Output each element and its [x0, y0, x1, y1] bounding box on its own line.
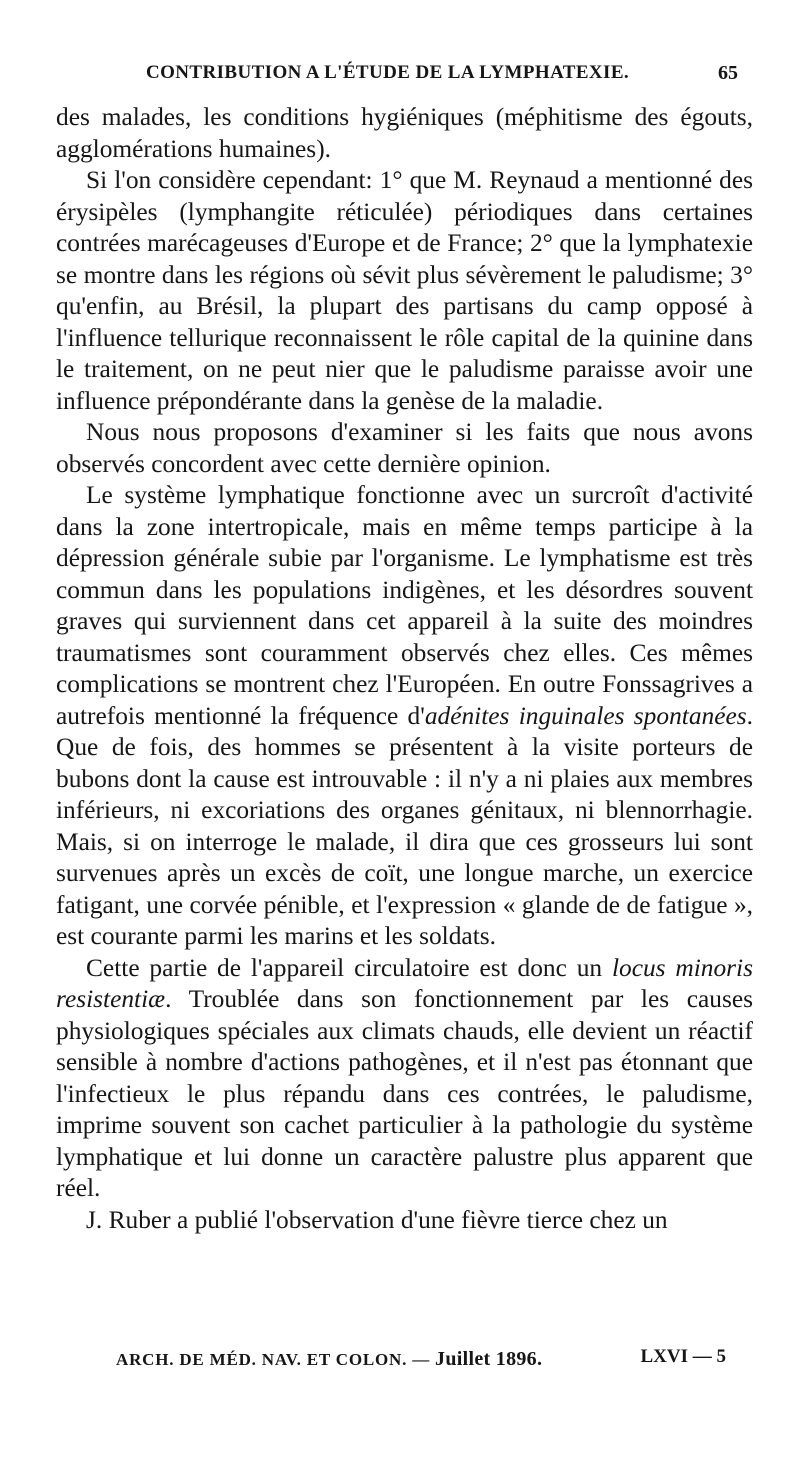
page-number: 65: [718, 62, 738, 84]
text-run: Si l'on considère cependant: 1° que M. Reynaud a mentionné des érysipèles (lymphangite réticulée) périodiques dans certaines contrées marécageuses d'Europe et de France; 2° que la lymphatexie se montre dans les régions où sévit plus sévèrement le paludisme; 3° qu'enfin, au Brésil, la plupart des partisans du camp opposé à l'influence tellurique reconnaissent le rôle capital de la quinine dans le traitement, on ne peut nier que le paludisme paraisse avoir une influence prépondérante dans la genèse de la maladie.: [56, 166, 753, 415]
running-title: CONTRIBUTION A L'ÉTUDE DE LA LYMPHATEXIE.: [146, 62, 630, 83]
italic-phrase: locus minoris resistentiæ: [56, 953, 753, 1013]
footer-source: [116, 1348, 542, 1371]
page-header: [146, 62, 738, 90]
text-run: J. Ruber a publié l'observation d'une fièvre tierce chez un: [86, 1205, 668, 1234]
text-run: . Troublée dans son fonctionnement par les causes physiologiques spéciales aux climats chauds, elle devient un réactif sensible à nombre d'actions pathogènes, et il n'est pas étonnant que l'infectieux le plus répandu dans ces contrées, le paludisme, imprime souvent son cachet particulier à la pathologie du système lymphatique et lui donne un caractère palustre plus apparent que réel.: [56, 985, 753, 1202]
paragraph: [56, 417, 753, 480]
paragraph: [56, 1205, 753, 1237]
paragraph: [56, 102, 753, 165]
footer-signature: LXVI — 5: [640, 1346, 726, 1367]
paragraph: [56, 165, 753, 417]
text-run: . Que de fois, des hommes se présentent à la visite porteurs de bubons dont la cause est introuvable : il n'y a ni plaies aux membres inférieurs, ni excoriations des organes génitaux, ni blennorrhagie. Mais, si on interroge le malade, il dira que ces grosseurs lui sont survenues après un excès de coït, une longue marche, un exercice fatigant, une corvée pénible, et l'expression « glande de de fatigue », est courante parmi les marins et les soldats.: [56, 701, 753, 950]
footer-separator: —: [407, 1350, 436, 1369]
text-run: Cette partie de l'appareil circulatoire est donc un: [86, 953, 612, 982]
text-run: Nous nous proposons d'examiner si les faits que nous avons observés concordent avec cette dernière opinion.: [56, 418, 753, 478]
body-text: [56, 102, 753, 1236]
italic-phrase: adénites inguinales spontanées: [424, 701, 747, 730]
paragraph: [56, 480, 753, 953]
footer-journal: ARCH. DE MÉD. NAV. ET COLON.: [116, 1350, 408, 1369]
text-run: Le système lymphatique fonctionne avec un surcroît d'activité dans la zone intertropicale, mais en même temps participe à la dépression générale subie par l'organisme. Le lymphatisme est très commun dans les populations indigènes, et les désordres souvent graves qui surviennent dans cet appareil à la suite des moindres traumatismes sont couramment observés chez elles. Ces mêmes complications se montrent chez l'Européen. En outre Fonssagrives a autrefois mentionné la fréquence d': [56, 481, 753, 730]
footer-date: Juillet 1896.: [435, 1348, 543, 1370]
text-run: des malades, les conditions hygiéniques (méphitisme des égouts, agglomérations humaines).: [56, 103, 753, 163]
paragraph: [56, 953, 753, 1205]
page-footer: [116, 1348, 726, 1374]
